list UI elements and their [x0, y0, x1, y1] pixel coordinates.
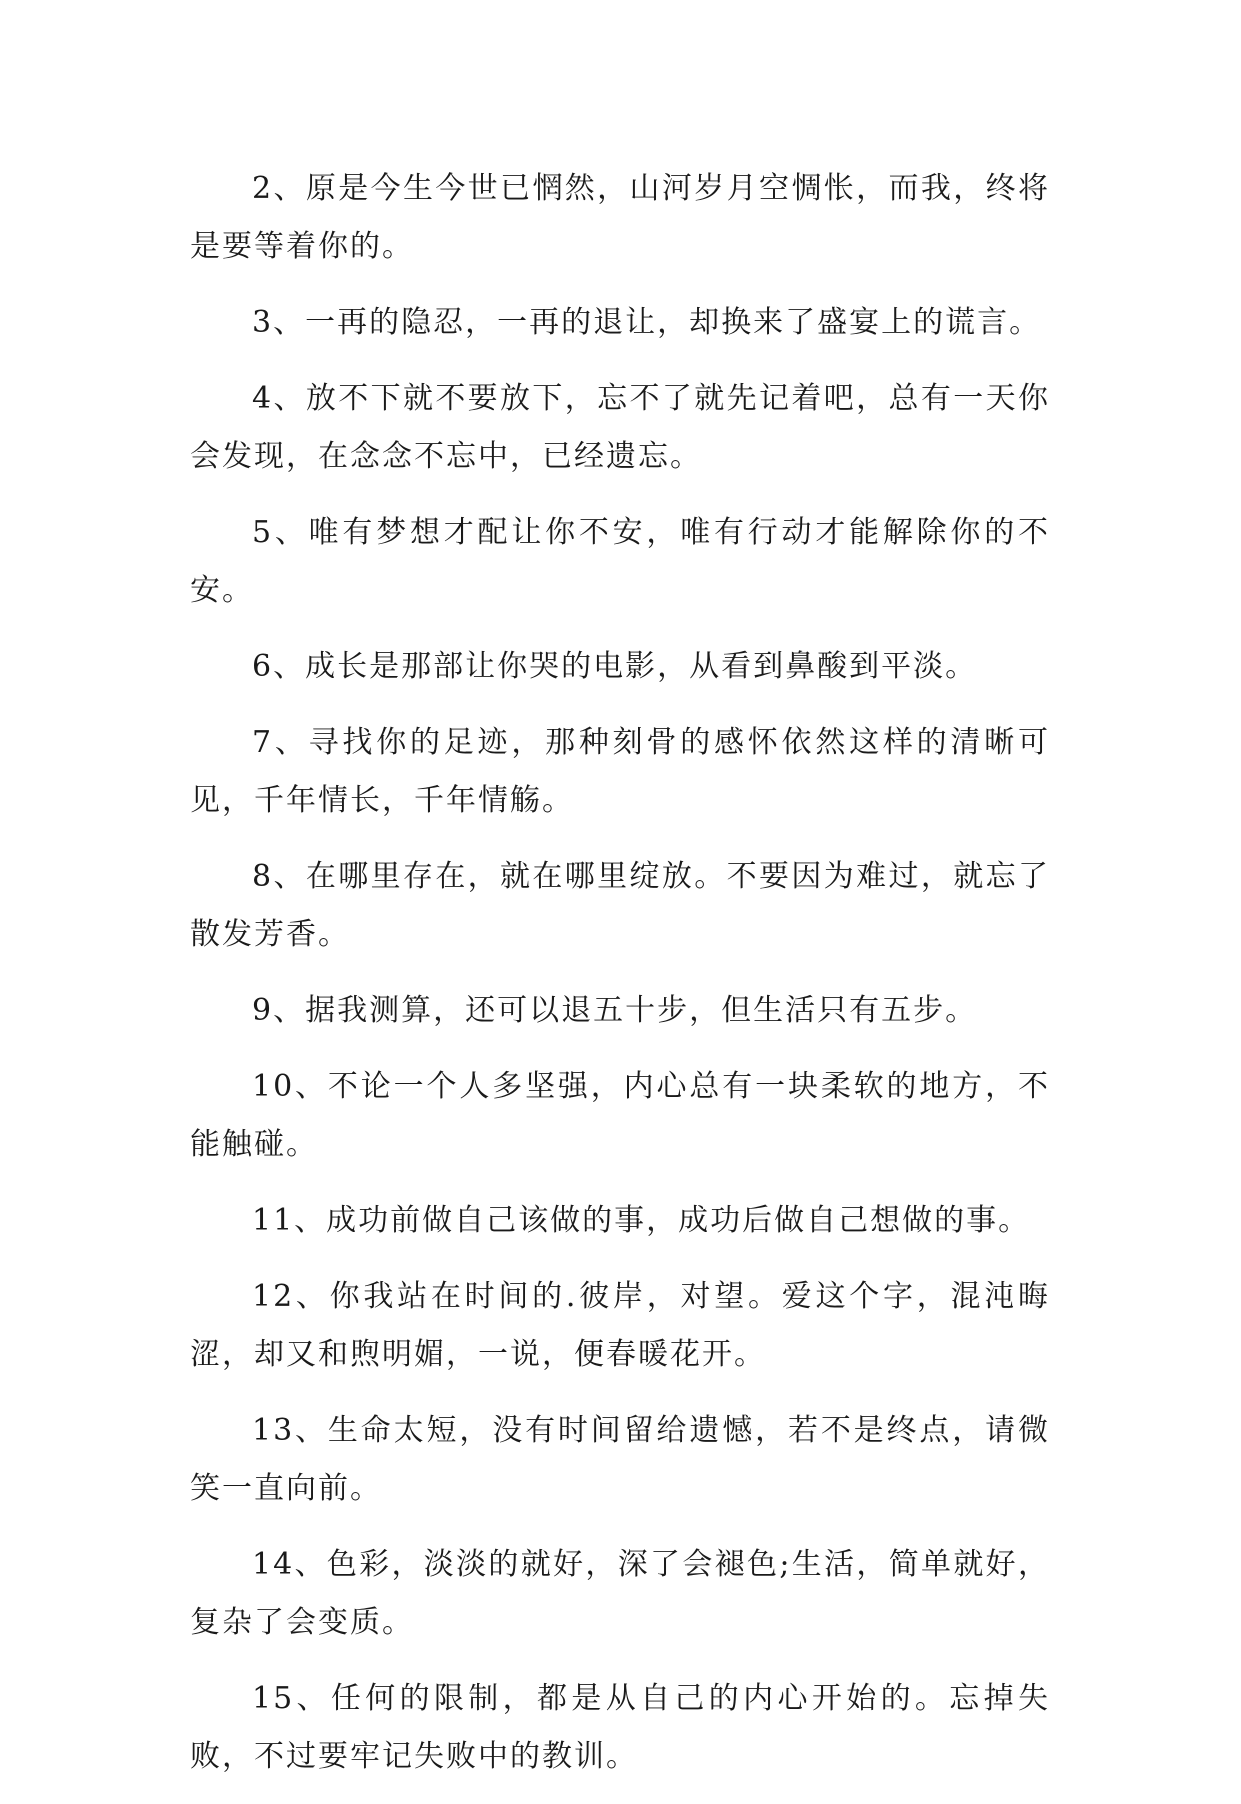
paragraph-5: 5、唯有梦想才配让你不安，唯有行动才能解除你的不安。 [190, 515, 1050, 608]
paragraph-3: 3、一再的隐忍，一再的退让，却换来了盛宴上的谎言。 [252, 305, 1042, 340]
paragraph-2: 2、原是今生今世已惘然，山河岁月空惆怅，而我，终将是要等着你的。 [190, 171, 1050, 264]
paragraph-10: 10、不论一个人多坚强，内心总有一块柔软的地方，不能触碰。 [190, 1069, 1050, 1162]
paragraph-7: 7、寻找你的足迹，那种刻骨的感怀依然这样的清晰可见，千年情长，千年情觞。 [190, 725, 1050, 818]
paragraph-9: 9、据我测算，还可以退五十步，但生活只有五步。 [252, 993, 978, 1028]
paragraph-14: 14、色彩，淡淡的就好，深了会褪色;生活，简单就好，复杂了会变质。 [190, 1547, 1050, 1640]
paragraph-6: 6、成长是那部让你哭的电影，从看到鼻酸到平淡。 [252, 649, 978, 684]
paragraph-13: 13、生命太短，没有时间留给遗憾，若不是终点，请微笑一直向前。 [190, 1413, 1050, 1506]
paragraph-15: 15、任何的限制，都是从自己的内心开始的。忘掉失败，不过要牢记失败中的教训。 [190, 1681, 1050, 1774]
paragraph-11: 11、成功前做自己该做的事，成功后做自己想做的事。 [252, 1203, 1031, 1238]
paragraph-8: 8、在哪里存在，就在哪里绽放。不要因为难过，就忘了散发芳香。 [190, 859, 1050, 952]
document-body [190, 160, 1050, 1804]
paragraph-12: 12、你我站在时间的.彼岸，对望。爱这个字，混沌晦涩，却又和煦明媚，一说，便春暖花开。 [190, 1279, 1050, 1372]
paragraph-4: 4、放不下就不要放下，忘不了就先记着吧，总有一天你会发现，在念念不忘中，已经遗忘。 [190, 381, 1050, 474]
